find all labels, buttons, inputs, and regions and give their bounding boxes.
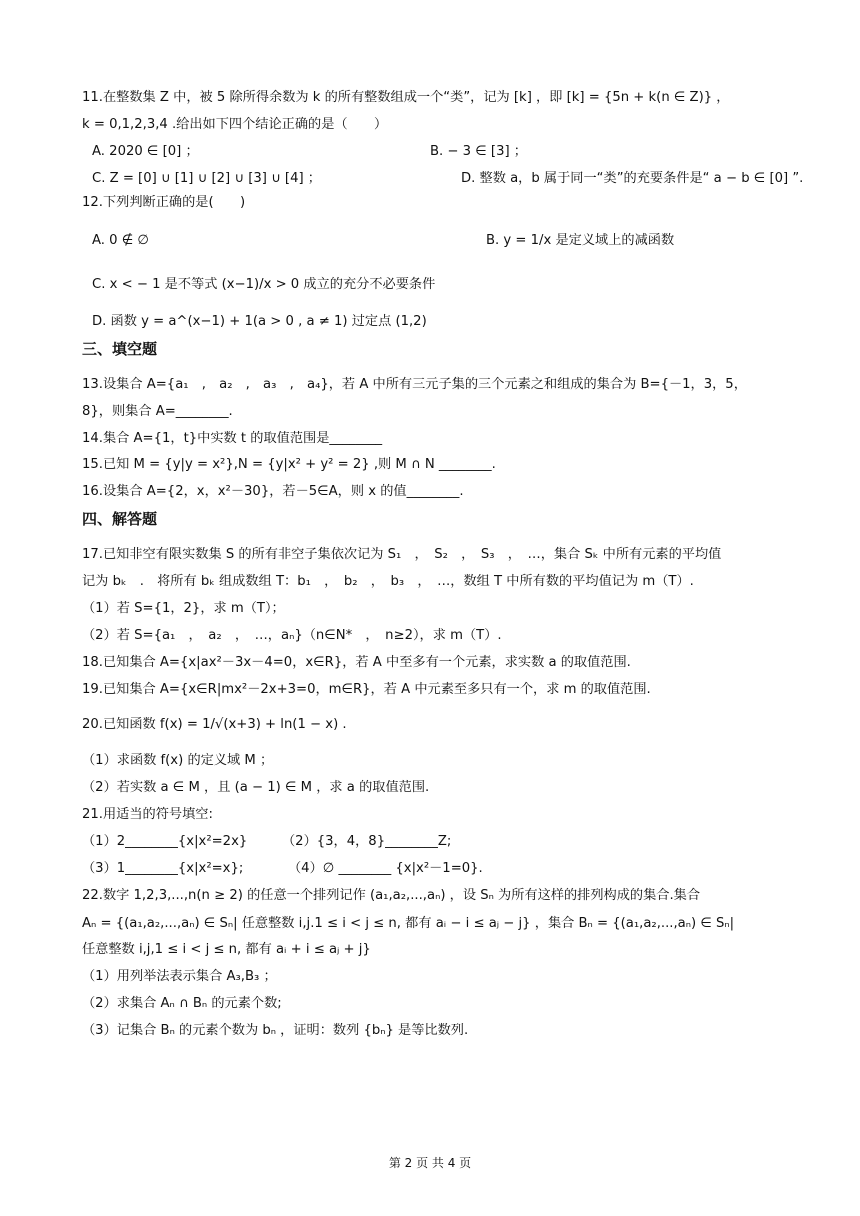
q11-option-a: A. 2020 ∈ [0] ； — [92, 144, 199, 159]
q21-stem: 21.用适当的符号填空: — [82, 807, 213, 822]
q12-option-d: D. 函数 y = a^(x−1) + 1(a > 0 , a ≠ 1) 过定点 (1,2) — [92, 314, 427, 329]
q22-line2: Aₙ = {(a₁,a₂,...,aₙ) ∈ Sₙ| 任意整数 i,j.1 ≤ i < j ≤ n, 都有 aᵢ − i ≤ aⱼ − j} ，集合 Bₙ = {(a₁,a₂,...,aₙ) ∈ Sₙ| — [82, 916, 735, 931]
q12-option-b: B. y = 1/x 是定义域上的减函数 — [486, 233, 675, 248]
q11-option-d: D. 整数 a，b 属于同一“类”的充要条件是“ a − b ∈ [0] ”. — [461, 171, 804, 186]
q21-part2: （2）{3，4，8}________Z; — [282, 834, 452, 849]
q19: 19.已知集合 A={x∈R|mx²－2x+3=0，m∈R}，若 A 中元素至多只有一个，求 m 的取值范围. — [82, 682, 651, 697]
q22-part2: （2）求集合 Aₙ ∩ Bₙ 的元素个数; — [82, 996, 282, 1011]
q13-line1: 13.设集合 A={a₁ , a₂ , a₃ , a₄}，若 A 中所有三元子集的三个元素之和组成的集合为 B={－1，3，5， — [82, 377, 747, 392]
q12-option-a: A. 0 ∉ ∅ — [92, 233, 149, 248]
q22-line3: 任意整数 i,j,1 ≤ i < j ≤ n, 都有 aᵢ + i ≤ aⱼ + j} — [82, 942, 371, 957]
section-answer-heading: 四、解答题 — [82, 510, 158, 528]
q11-line1: 11.在整数集 Z 中，被 5 除所得余数为 k 的所有整数组成一个“类”，记为 [k] ，即 [k] = {5n + k(n ∈ Z)} ， — [82, 90, 730, 105]
q11-option-c: C. Z = [0] ∪ [1] ∪ [2] ∪ [3] ∪ [4] ； — [92, 171, 321, 186]
q20-part2: （2）若实数 a ∈ M ，且 (a − 1) ∈ M ，求 a 的取值范围. — [82, 780, 430, 795]
q22-part3: （3）记集合 Bₙ 的元素个数为 bₙ ，证明：数列 {bₙ} 是等比数列. — [82, 1023, 469, 1038]
q22-part1: （1）用列举法表示集合 A₃,B₃ ； — [82, 969, 277, 984]
q21-row2 — [82, 859, 483, 879]
q11-line2: k = 0,1,2,3,4 .给出如下四个结论正确的是（ ） — [82, 117, 388, 132]
q11-option-b: B. − 3 ∈ [3] ； — [430, 144, 527, 159]
q14: 14.集合 A={1，t}中实数 t 的取值范围是________ — [82, 431, 383, 446]
q15: 15.已知 M = {y|y = x²},N = {y|x² + y² = 2} ,则 M ∩ N ________. — [82, 457, 496, 472]
q17-line1: 17.已知非空有限实数集 S 的所有非空子集依次记为 S₁ ， S₂ ， S₃ ， …，集合 Sₖ 中所有元素的平均值 — [82, 547, 722, 562]
q17-part2: （2）若 S={a₁ ， a₂ ， …，aₙ}（n∈N* ， n≥2），求 m（T）. — [82, 628, 502, 643]
q12-stem: 12.下列判断正确的是( ) — [82, 195, 246, 210]
q17-line2: 记为 bₖ . 将所有 bₖ 组成数组 T：b₁ ， b₂ ， b₃ ， …，数组 T 中所有数的平均值记为 m（T）. — [82, 574, 694, 589]
q11-options-cd — [92, 169, 804, 189]
q13-line2: 8}，则集合 A=________. — [82, 404, 233, 419]
q20-stem: 20.已知函数 f(x) = 1/√(x+3) + ln(1 − x) . — [82, 717, 347, 732]
q21-part1: （1）2________{x|x²=2x} — [82, 834, 248, 849]
page-footer: 第 2 页 共 4 页 — [388, 1156, 472, 1170]
q21-row1 — [82, 832, 452, 852]
section-fill-in-heading: 三、填空题 — [82, 340, 158, 358]
q21-part3: （3）1________{x|x²=x}; — [82, 861, 244, 876]
q12-option-c: C. x < − 1 是不等式 (x−1)/x > 0 成立的充分不必要条件 — [92, 277, 436, 292]
q22-line1: 22.数字 1,2,3,...,n(n ≥ 2) 的任意一个排列记作 (a₁,a₂,...,aₙ) ，设 Sₙ 为所有这样的排列构成的集合.集合 — [82, 888, 701, 903]
q18: 18.已知集合 A={x|ax²－3x－4=0，x∈R}，若 A 中至多有一个元素，求实数 a 的取值范围. — [82, 655, 631, 670]
q12-options-ab — [92, 231, 675, 251]
q16: 16.设集合 A={2，x，x²－30}，若－5∈A，则 x 的值________. — [82, 484, 464, 499]
q17-part1: （1）若 S={1，2}，求 m（T）； — [82, 601, 285, 616]
q20-part1: （1）求函数 f(x) 的定义域 M ； — [82, 753, 274, 768]
q21-part4: （4）∅ ________ {x|x²－1=0}. — [288, 861, 483, 876]
q11-options-ab — [92, 142, 527, 162]
